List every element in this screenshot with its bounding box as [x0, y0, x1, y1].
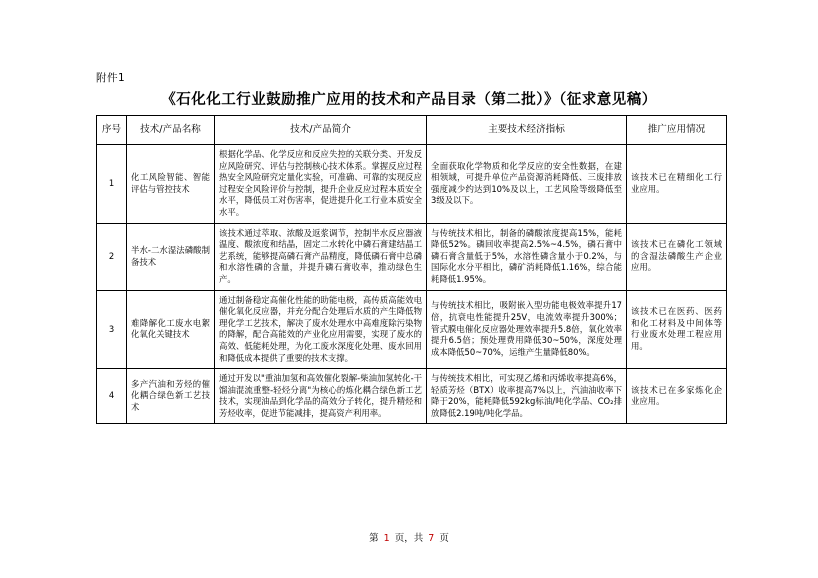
row-metric: 与传统技术相比，吸附嵌入型功能电极效率提升17倍，抗衰电性能提升25V，电流效率提升300%；管式膜电催化反应器处理效率提升5.8倍，氧化效率提升6.5倍；预处理费用降低30~50%，深度处理成本降低50~70%，运维产生量降低80%。 — [427, 290, 627, 369]
column-header-brief: 技术/产品简介 — [215, 116, 427, 145]
column-header-name: 技术/产品名称 — [127, 116, 215, 145]
table-row — [97, 223, 727, 290]
row-index: 1 — [97, 145, 127, 224]
row-apply: 该技术已在医药、医药和化工材料及中间体等行业废水处理工程应用用。 — [627, 290, 727, 369]
row-apply: 该技术已在磷化工领域的含湿法磷酸生产企业应用。 — [627, 223, 727, 290]
column-header-index: 序号 — [97, 116, 127, 145]
row-index: 3 — [97, 290, 127, 369]
row-brief: 通过制备稳定高催化性能的助能电极，高传质高能效电催化氧化反应器，并充分配合处理后水质的产生降低物理化学工艺技术，解决了废水处理水中高难度除污染物的降解，配合高能效的产业化应用需要，实现了废水的高效、低能耗处理，为化工废水深度化处理、废水回用和降低成本提供了重要的技术支撑。 — [215, 290, 427, 369]
column-header-metric: 主要技术经济指标 — [427, 116, 627, 145]
footer-total-pages: 7 — [428, 533, 435, 544]
row-name: 半水-二水湿法磷酸制备技术 — [127, 223, 215, 290]
row-apply: 该技术已在多家炼化企业应用。 — [627, 369, 727, 424]
footer-prefix: 第 — [369, 533, 379, 544]
row-name: 难降解化工废水电絮化氧化关键技术 — [127, 290, 215, 369]
page-title: 《石化化工行业鼓励推广应用的技术和产品目录（第二批）》（征求意见稿） — [161, 91, 657, 108]
table-row — [97, 145, 727, 224]
table-header-row — [97, 116, 727, 145]
column-header-apply: 推广应用情况 — [627, 116, 727, 145]
table-row — [97, 369, 727, 424]
row-name: 化工风险智能、智能评估与管控技术 — [127, 145, 215, 224]
page-footer — [0, 530, 818, 544]
row-apply: 该技术已在精细化工行业应用。 — [627, 145, 727, 224]
table-row — [97, 290, 727, 369]
row-metric: 与传统技术相比，制备的磷酸浓度提高15%，能耗降低52%。磷回收率提高2.5%~4.5%，磷石膏中磷石膏含量低于5%，水溶性磷含量小于0.2%，与国际化水分平相比，磷矿消耗降低1.16%，综合能耗降低1.95%。 — [427, 223, 627, 290]
technology-catalog-table — [96, 115, 727, 424]
row-index: 2 — [97, 223, 127, 290]
row-index: 4 — [97, 369, 127, 424]
row-metric: 与传统技术相比，可实现乙烯和丙烯收率提高6%，轻质芳烃（BTX）收率提高7%以上，汽油油收率下降于20%，能耗降低592kg标油/吨化学品、CO₂排放降低2.19吨/吨化学品。 — [427, 369, 627, 424]
footer-suffix: 页 — [439, 533, 449, 544]
footer-page-number: 1 — [383, 533, 390, 544]
attachment-label: 附件1 — [96, 72, 126, 84]
row-name: 多产汽油和芳烃的催化耦合绿色新工艺技术 — [127, 369, 215, 424]
row-brief: 该技术通过萃取、浓酸及返浆调节，控制半水反应器液温度、酸浓度和结晶，固定二水转化中磷石膏建结晶工艺系统，能够提高磷石膏产品精度，降低磷石膏中总磷和水溶性磷的含量，并提升磷石膏收率，推动绿色生产。 — [215, 223, 427, 290]
row-brief: 根据化学品、化学反应和反应失控的关联分类、开发反应风险研究、评估与控制核心技术体系。掌握反应过程热安全风险研究定量化实验，可准确、可靠的实现反应过程安全风险评价与控制，提升企业反应过程本质安全水平，降低员工对伤害率，促进提升化工行业本质安全水平。 — [215, 145, 427, 224]
row-metric: 全面获取化学物质和化学反应的安全性数据，在建相领域，可提升单位产品资源消耗降低、三废排放强度减少约达到10%及以上，工艺风险等级降低至3级及以下。 — [427, 145, 627, 224]
footer-middle: 页，共 — [394, 533, 424, 544]
row-brief: 通过开发以"重油加氢和高效催化裂解-柴油加氢转化-干馏油混流重整-轻烃分离"为核心的炼化耦合绿色新工艺技术，实现油品到化学品的高效分子转化，提升精烃和芳烃收率，促进节能减排，提高资产利用率。 — [215, 369, 427, 424]
